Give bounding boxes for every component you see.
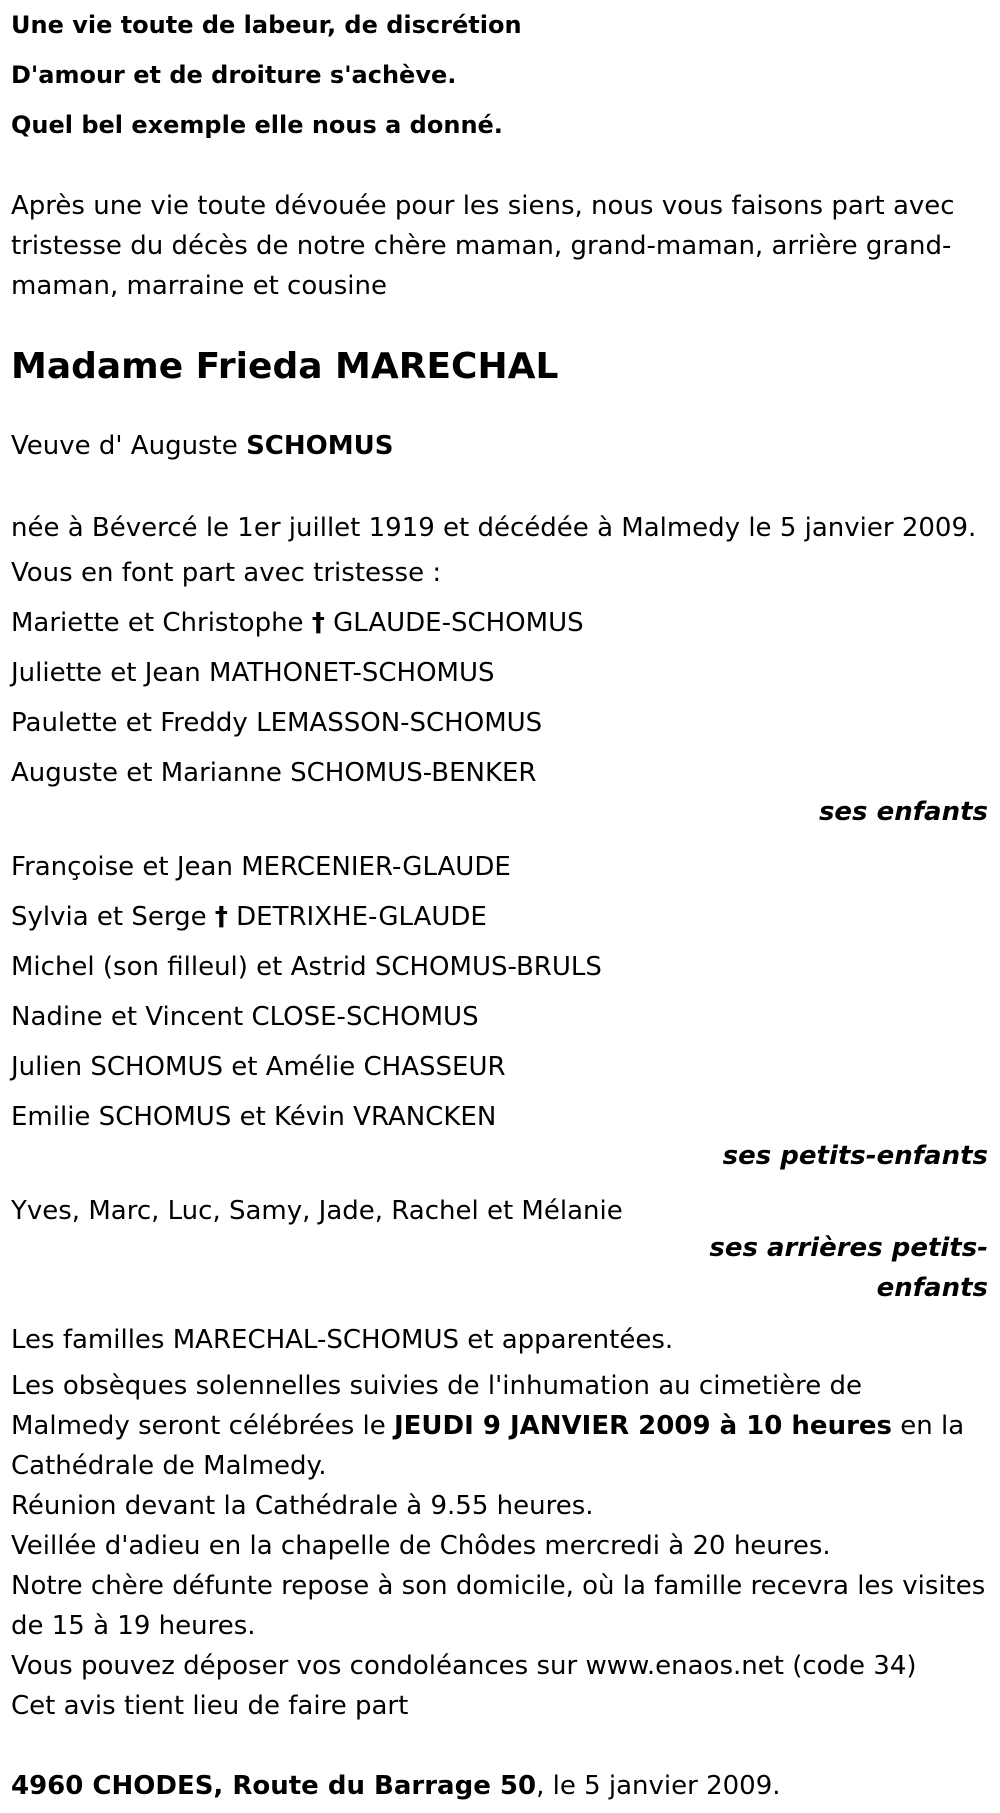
family-line: Yves, Marc, Luc, Samy, Jade, Rachel et Mélanie [11, 1196, 623, 1226]
family-line: Paulette et Freddy LEMASSON-SCHOMUS [11, 708, 543, 738]
great-grandchildren-group [11, 1186, 988, 1308]
families-line: Les familles MARECHAL-SCHOMUS et apparentées. [11, 1325, 674, 1355]
widow-surname: SCHOMUS [246, 431, 394, 461]
address-date: , le 5 janvier 2009. [536, 1771, 781, 1801]
verse-line: Une vie toute de labeur, de discrétion [11, 11, 522, 39]
family-line: Julien SCHOMUS et Amélie CHASSEUR [11, 1052, 506, 1082]
funeral-paragraph [11, 1366, 988, 1486]
family-line: Michel (son filleul) et Astrid SCHOMUS-BRULS [11, 952, 602, 982]
family-line-text: Mariette et Christophe [11, 608, 312, 638]
family-line: Emilie SCHOMUS et Kévin VRANCKEN [11, 1102, 497, 1132]
opening-verse [11, 0, 988, 150]
family-line-text: GLAUDE-SCHOMUS [324, 608, 584, 638]
grandchildren-caption: ses petits-enfants [722, 1141, 988, 1171]
family-line: Juliette et Jean MATHONET-SCHOMUS [11, 658, 495, 688]
family-line-text: Sylvia et Serge [11, 902, 215, 932]
family-line [11, 892, 988, 942]
cross-icon: † [311, 608, 325, 638]
family-line-text: DETRIXHE-GLAUDE [227, 902, 487, 932]
birth-death-line: née à Bévercé le 1er juillet 1919 et décédée à Malmedy le 5 janvier 2009. [11, 513, 977, 543]
funeral-date: JEUDI 9 JANVIER 2009 à 10 heures [394, 1411, 893, 1441]
details-line: Cet avis tient lieu de faire part [11, 1691, 409, 1721]
verse-line: Quel bel exemple elle nous a donné. [11, 111, 503, 139]
family-line [11, 598, 988, 648]
details-line: Réunion devant la Cathédrale à 9.55 heures. [11, 1491, 594, 1521]
children-caption: ses enfants [818, 797, 988, 827]
funeral-text: Les obsèques solennelles suivies de l'inhumation au cimetière de Malmedy seront célébrées le [11, 1371, 863, 1441]
caption-line: ses arrières petits- [709, 1233, 988, 1263]
widow-line [11, 426, 988, 466]
great-grandchildren-caption [11, 1228, 988, 1308]
family-line: Auguste et Marianne SCHOMUS-BENKER [11, 758, 537, 788]
details-line: Veillée d'adieu en la chapelle de Chôdes mercredi à 20 heures. [11, 1531, 831, 1561]
children-group [11, 598, 988, 832]
address-line [11, 1766, 988, 1806]
deceased-name: Madame Frieda MARECHAL [11, 346, 559, 387]
intro-paragraph: Après une vie toute dévouée pour les siens, nous vous faisons part avec tristesse du décès de notre chère maman, grand-maman, arrière grand-maman, marraine et cousine [11, 191, 955, 301]
grandchildren-group [11, 842, 988, 1176]
caption-line: enfants [876, 1273, 988, 1303]
family-line: Nadine et Vincent CLOSE-SCHOMUS [11, 1002, 479, 1032]
cross-icon: † [214, 902, 228, 932]
announce-line: Vous en font part avec tristesse : [11, 558, 442, 588]
widow-prefix: Veuve d' Auguste [11, 431, 247, 461]
funeral-text: en la Cathédrale de Malmedy. [11, 1411, 965, 1481]
details-line: Notre chère défunte repose à son domicile, où la famille recevra les visites de 15 à 19 heures. [11, 1571, 986, 1641]
verse-line: D'amour et de droiture s'achève. [11, 61, 457, 89]
address-bold: 4960 CHODES, Route du Barrage 50 [11, 1771, 537, 1801]
details-line: Vous pouvez déposer vos condoléances sur www.enaos.net (code 34) [11, 1651, 917, 1681]
family-line: Françoise et Jean MERCENIER-GLAUDE [11, 852, 511, 882]
